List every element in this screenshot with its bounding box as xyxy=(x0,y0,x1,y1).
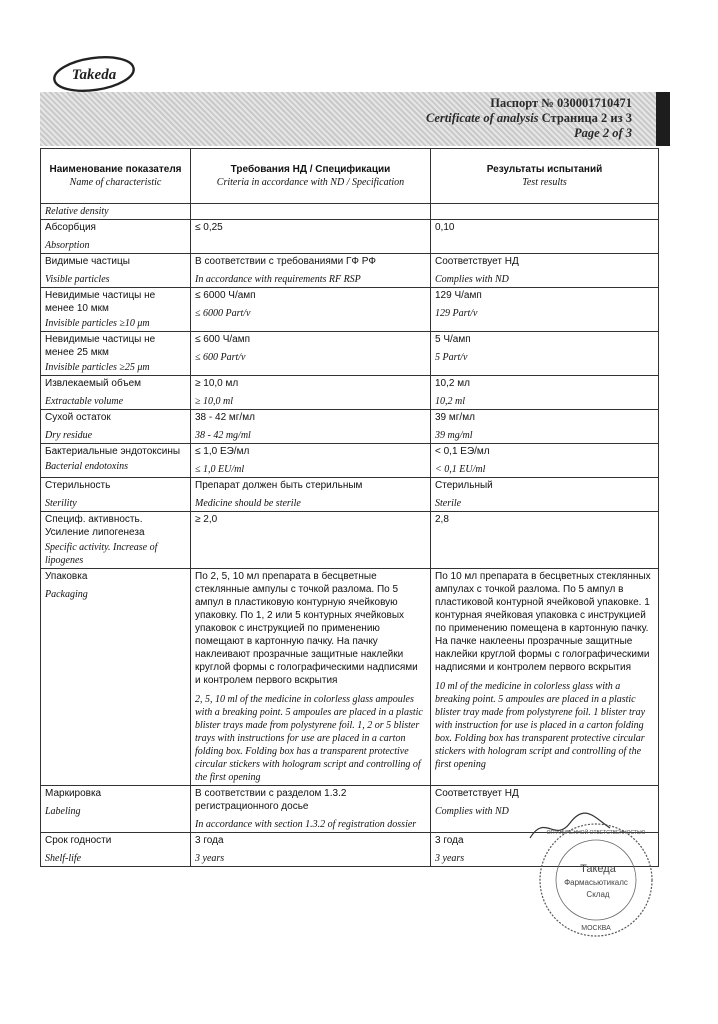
cell-name-en: Invisible particles ≥10 μm xyxy=(45,318,150,329)
cell-name xyxy=(41,254,191,288)
table-row xyxy=(41,376,659,410)
cell-name xyxy=(41,833,191,867)
cell-result-ru: 39 мг/мл xyxy=(435,412,475,423)
cell-name xyxy=(41,410,191,444)
cell-name-en: Extractable volume xyxy=(45,396,124,407)
table-row xyxy=(41,288,659,332)
cell-result-ru: 10,2 мл xyxy=(435,378,470,389)
cell-criteria-en: 2, 5, 10 ml of the medicine in colorless glass ampoules with a breaking point. 5 ampoules are placed in a plastic blister trays made from polystyrene foil. 1, 2 or 5 blister trays with instructions for use are placed in a carton folding box. Folding box has a transparent protective circular stickers with hologram script and controlling of the first opening xyxy=(195,694,423,783)
cell-criteria-ru: ≥ 10,0 мл xyxy=(195,378,239,389)
stamp-line1: Такеда xyxy=(580,863,616,875)
cell-result xyxy=(431,410,659,444)
cell-criteria-en: 3 years xyxy=(195,853,225,864)
cell-criteria-en: In accordance with requirements RF RSP xyxy=(195,274,361,285)
cell-criteria-ru: Препарат должен быть стерильным xyxy=(195,480,363,491)
cell-criteria xyxy=(191,410,431,444)
analysis-table xyxy=(40,148,659,867)
col-results-header: Результаты испытаний Test results xyxy=(431,149,659,204)
col-criteria-header: Требования НД / Спецификации Criteria in accordance with ND / Specification xyxy=(191,149,431,204)
cell-result xyxy=(431,478,659,512)
cell-result xyxy=(431,569,659,786)
cell-criteria xyxy=(191,786,431,833)
stamp-city: МОСКВА xyxy=(581,925,611,932)
cell-result-ru: 3 года xyxy=(435,835,464,846)
cell-name xyxy=(41,332,191,376)
cell-criteria xyxy=(191,254,431,288)
cell-criteria-ru: ≤ 1,0 ЕЭ/мл xyxy=(195,446,250,457)
cell-criteria-en: ≤ 1,0 EU/ml xyxy=(195,464,245,475)
table-row xyxy=(41,410,659,444)
table-row xyxy=(41,569,659,786)
table-row xyxy=(41,444,659,478)
cell-name xyxy=(41,220,191,254)
cell-criteria-en: 38 - 42 mg/ml xyxy=(195,430,251,441)
cell-name-ru: Сухой остаток xyxy=(45,412,111,423)
page-ru: Страница 2 из 3 xyxy=(541,111,632,125)
cell-result-en: Complies with ND xyxy=(435,806,509,817)
cell-criteria-ru: 3 года xyxy=(195,835,224,846)
cell-result-en: Sterile xyxy=(435,498,462,509)
cell-result xyxy=(431,204,659,220)
cell-name-ru: Маркировка xyxy=(45,788,102,799)
cell-criteria xyxy=(191,569,431,786)
col-name-header: Наименование показателя Name of characteristic xyxy=(41,149,191,204)
cell-name-en: Sterility xyxy=(45,498,77,509)
passport-number: Паспорт № 030001710471 xyxy=(490,96,632,110)
cell-criteria-ru: ≤ 600 Ч/амп xyxy=(195,334,251,345)
cell-criteria-ru: ≤ 0,25 xyxy=(195,222,223,233)
cell-criteria xyxy=(191,220,431,254)
cell-criteria-ru: В соответствии с разделом 1.3.2 регистрационного досье xyxy=(195,788,347,812)
cell-criteria xyxy=(191,444,431,478)
table-row xyxy=(41,478,659,512)
cell-name xyxy=(41,478,191,512)
table-row xyxy=(41,220,659,254)
table-header-row xyxy=(41,149,659,204)
cell-name-en: Visible particles xyxy=(45,274,110,285)
cell-name xyxy=(41,204,191,220)
cell-name-en: Labeling xyxy=(45,806,81,817)
logo-text: Takeda xyxy=(71,67,117,83)
table-row xyxy=(41,254,659,288)
cell-result-ru: По 10 мл препарата в бесцветных стеклянных ампулах с точкой разлома. По 5 ампул в пластиковой контурной ячейковой упаковке. 1 контурная ячейковая упаковка с инструкцией по применению помещена в картонную пачку. На пачке наклеены прозрачные защитные наклейки круглой формы с голографическими надписями и контролем первого вскрытия xyxy=(435,571,651,673)
cell-name xyxy=(41,376,191,410)
cell-name xyxy=(41,512,191,569)
cell-result xyxy=(431,512,659,569)
cell-result-ru: 129 Ч/амп xyxy=(435,290,482,301)
cell-name-en: Shelf-life xyxy=(45,853,82,864)
cell-criteria-en: ≤ 600 Part/v xyxy=(195,352,246,363)
cell-result-ru: Стерильный xyxy=(435,480,493,491)
cell-result-ru: 5 Ч/амп xyxy=(435,334,471,345)
certificate-label: Certificate of analysis xyxy=(426,111,539,125)
cell-name-ru: Специф. активность. Усиление липогенеза xyxy=(45,514,145,538)
cell-result-ru: Соответствует НД xyxy=(435,256,519,267)
cell-criteria xyxy=(191,288,431,332)
cell-criteria-en: ≥ 10,0 ml xyxy=(195,396,233,407)
takeda-logo xyxy=(52,54,136,94)
stamp-line3: Склад xyxy=(586,890,610,899)
certificate-header-banner xyxy=(40,92,670,146)
cell-result-en: 3 years xyxy=(435,853,465,864)
cell-name xyxy=(41,786,191,833)
cell-result-ru: < 0,1 ЕЭ/мл xyxy=(435,446,490,457)
cell-criteria-ru: ≥ 2,0 xyxy=(195,514,218,525)
signature xyxy=(525,808,615,848)
cell-criteria-en: ≤ 6000 Part/v xyxy=(195,308,251,319)
cell-name-en: Relative density xyxy=(45,206,109,217)
table-row xyxy=(41,204,659,220)
cell-result-ru: Соответствует НД xyxy=(435,788,519,799)
cell-result-en: Complies with ND xyxy=(435,274,509,285)
cell-result xyxy=(431,444,659,478)
cell-result-ru: 2,8 xyxy=(435,514,449,525)
table-row xyxy=(41,512,659,569)
cell-name-ru: Бактериальные эндотоксины xyxy=(45,446,181,457)
cell-name-en: Bacterial endotoxins xyxy=(45,461,129,472)
cell-name-ru: Невидимые частицы не менее 10 мкм xyxy=(45,290,156,314)
cell-name xyxy=(41,288,191,332)
cell-criteria xyxy=(191,833,431,867)
stamp-line2: Фармасьютикалс xyxy=(564,878,628,887)
cell-result xyxy=(431,376,659,410)
table-row xyxy=(41,332,659,376)
cell-result xyxy=(431,254,659,288)
cell-name xyxy=(41,444,191,478)
cell-criteria-en: Medicine should be sterile xyxy=(195,498,301,509)
cell-name-ru: Упаковка xyxy=(45,571,88,582)
cell-name-en: Invisible particles ≥25 μm xyxy=(45,362,150,373)
cell-name-en: Packaging xyxy=(45,589,88,600)
cell-result-en: < 0,1 EU/ml xyxy=(435,464,486,475)
cell-criteria-ru: В соответствии с требованиями ГФ РФ xyxy=(195,256,376,267)
cell-criteria-en: In accordance with section 1.3.2 of registration dossier xyxy=(195,819,417,830)
cell-name xyxy=(41,569,191,786)
cell-name-en: Absorption xyxy=(45,240,90,251)
cell-name-en: Dry residue xyxy=(45,430,93,441)
cell-criteria-ru: ≤ 6000 Ч/амп xyxy=(195,290,256,301)
cell-criteria-ru: 38 - 42 мг/мл xyxy=(195,412,255,423)
cell-criteria xyxy=(191,332,431,376)
cell-criteria xyxy=(191,478,431,512)
cell-result-en: 10,2 ml xyxy=(435,396,465,407)
cell-criteria xyxy=(191,376,431,410)
cell-result-en: 39 mg/ml xyxy=(435,430,473,441)
cell-name-ru: Невидимые частицы не менее 25 мкм xyxy=(45,334,156,358)
cell-name-ru: Срок годности xyxy=(45,835,112,846)
cell-result-ru: 0,10 xyxy=(435,222,455,233)
cell-result-en: 5 Part/v xyxy=(435,352,468,363)
cell-name-ru: Извлекаемый объем xyxy=(45,378,142,389)
cell-result-en: 129 Part/v xyxy=(435,308,478,319)
cell-result xyxy=(431,220,659,254)
cell-name-ru: Абсорбция xyxy=(45,222,96,233)
cell-name-en: Specific activity. Increase of lipogenes xyxy=(45,542,158,566)
cell-criteria xyxy=(191,204,431,220)
cell-criteria-ru: По 2, 5, 10 мл препарата в бесцветные стеклянные ампулы с точкой разлома. По 5 ампул в пластиковую контурную ячейковую упаковку. По 1, 2 или 5 контурных ячейковых упаковок с инструкцией по применению помещают в картонную пачку. На пачку наклеивают прозрачные защитные наклейки круглой формы с голографическими надписями и контролем первого вскрытия xyxy=(195,571,418,686)
cell-criteria xyxy=(191,512,431,569)
cell-result xyxy=(431,288,659,332)
cell-result-en: 10 ml of the medicine in colorless glass with a breaking point. 5 ampoules are placed in a plastic blister tray made from polystyrene foil. 1 blister tray with instruction for use is placed in a carton folding box. Folding box has transparent protective circular stickers with hologram script and controlling of the first opening xyxy=(435,681,646,770)
stamp-ring: ОГРАНИЧЕННОЙ ОТВЕТСТВЕННОСТЬЮ xyxy=(546,830,646,836)
cell-result xyxy=(431,332,659,376)
cell-name-ru: Стерильность xyxy=(45,480,111,491)
page-en: Page 2 of 3 xyxy=(574,126,632,140)
cell-name-ru: Видимые частицы xyxy=(45,256,130,267)
